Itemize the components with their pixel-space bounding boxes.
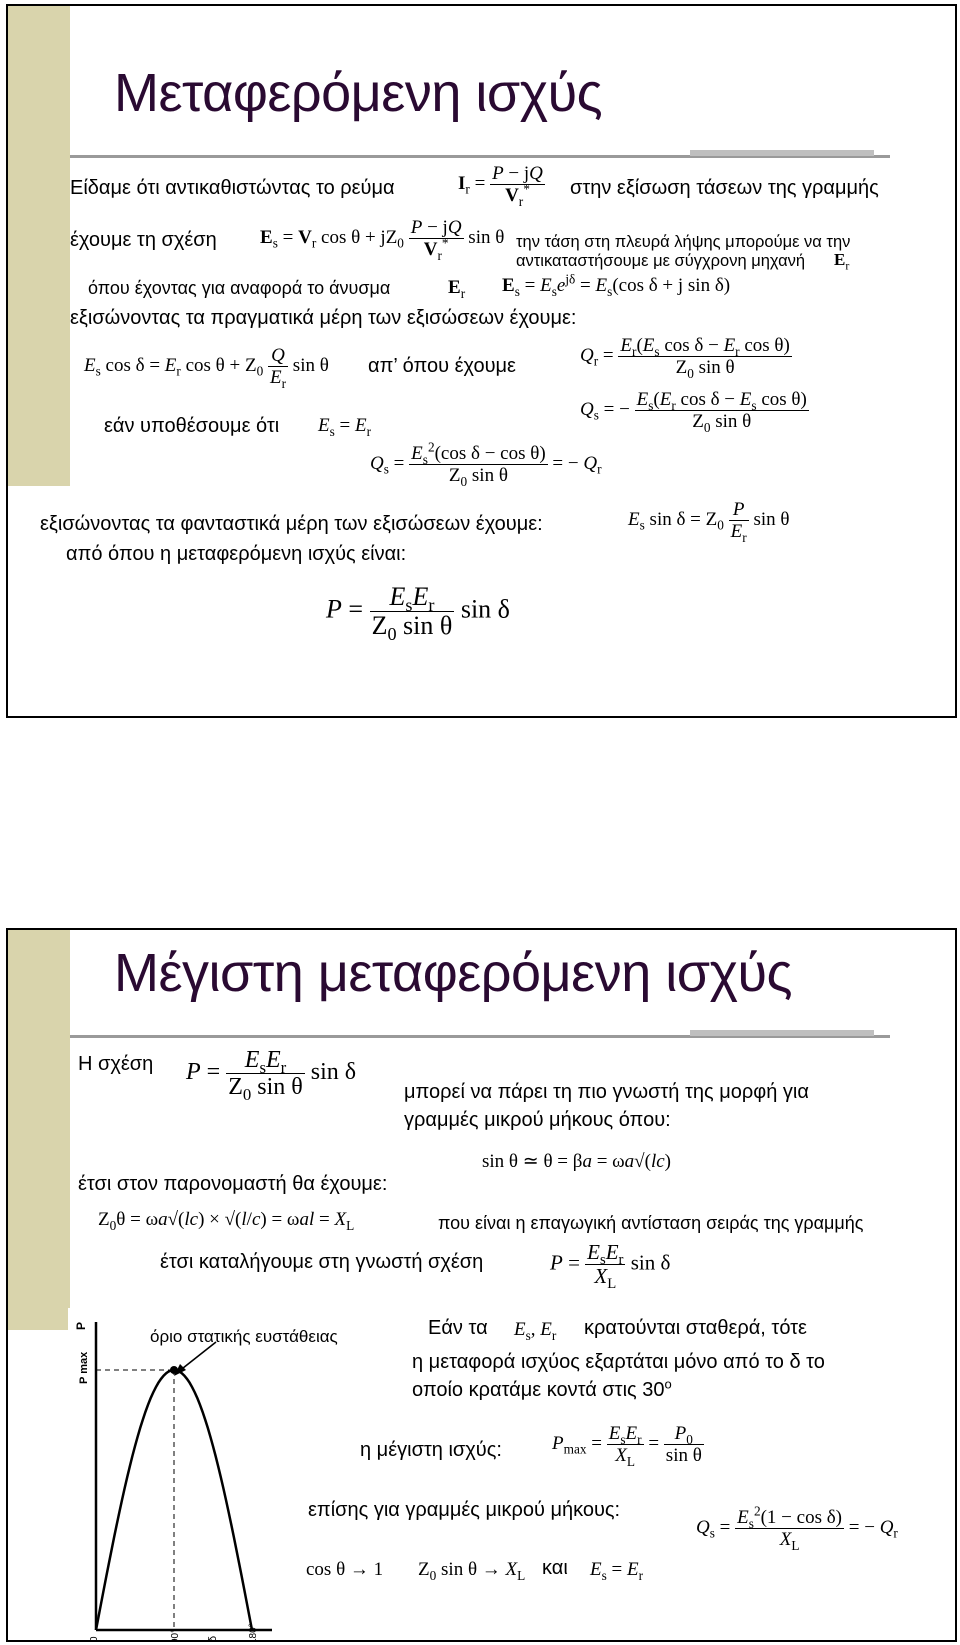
line-transmitted-power: από όπου η μεταφερόμενη ισχύς είναι: xyxy=(66,543,407,565)
line-known-relation: έτσι καταλήγουμε στη γνωστή σχέση xyxy=(160,1251,484,1273)
line-reference-phasor: όπου έχοντας για αναφορά το άνυσμα xyxy=(88,278,391,298)
title-rule-accent xyxy=(690,150,874,156)
equation-known-power: P = $\frac{E_sE_r}{X_L}$ sin δ xyxy=(550,1240,671,1293)
line-and: και xyxy=(542,1557,568,1579)
line-denominator: έτσι στον παρονομαστή θα έχουμε: xyxy=(78,1173,388,1195)
equation-Es-polar: $E_s = E_se^{j\delta} = E_s(\cos$ δ + j sin δ) xyxy=(502,271,731,299)
line-relation: Η σχέση xyxy=(78,1053,154,1075)
equation-sending-voltage: $E_s = V_r$ $\cos \theta + jZ_0$ $\frac{P - jQ}{V_r^*}$ sin θ xyxy=(260,217,505,263)
line-depends-on-delta-1: η μεταφορά ισχύος εξαρτάται μόνο από το δ το xyxy=(412,1351,825,1373)
equation-real-part: $E_s$ $\cos \delta = E_r$ $\cos \theta + Z_0$ $\frac{Q}{E_r}$ sin θ xyxy=(84,345,329,391)
graph-y-label: P xyxy=(74,1321,88,1330)
graph-tick-0: 0 xyxy=(89,1636,100,1642)
degree-sign: o xyxy=(664,1376,672,1392)
title-rule-accent xyxy=(690,1030,874,1036)
note-receiving-voltage-1: την τάση στη πλευρά λήψης μπορούμε να την xyxy=(516,233,851,251)
graph-pmax-label: P max xyxy=(78,1351,90,1384)
equation-sin-approx: sin θ ≃ θ = βa = ωa√(lc) xyxy=(482,1151,671,1172)
slide-title: Μέγιστη μεταφερόμενη ισχύς xyxy=(114,943,793,1003)
line-if-constant-b: κρατούνται σταθερά, τότε xyxy=(584,1317,807,1339)
graph-tick-180: 180° xyxy=(248,1623,259,1644)
equation-reactance: $Z_0\theta = \omega a√(lc) \times √(l/c) = \omega al = X_L$ xyxy=(98,1209,355,1233)
slide-maximum-power xyxy=(6,928,957,1642)
label-static-stability-limit: όριο στατικής ευστάθειας xyxy=(150,1327,338,1346)
note-receiving-voltage-2: αντικαταστήσουμε με σύγχρονη μηχανή xyxy=(516,252,806,270)
depends-text: οποίο κρατάμε κοντά στις 30 xyxy=(412,1379,665,1401)
symbols-Es-Er: $E_s$, $E_r$ xyxy=(514,1319,557,1343)
slide-title: Μεταφερόμενη ισχύς xyxy=(114,63,603,123)
line-short-line-form-2: γραμμές μικρού μήκους όπου: xyxy=(404,1109,671,1131)
line-assumption: εάν υποθέσουμε ότι xyxy=(104,415,280,437)
symbol-Er: $E_r$ xyxy=(834,250,850,273)
line-depends-on-delta-2 xyxy=(412,1376,672,1401)
line-if-constant-a: Εάν τα xyxy=(428,1317,488,1339)
equation-Es-Er-equal: $E_s = E_r$ xyxy=(590,1559,644,1583)
equation-current: $I_r$ = $\frac{P - jQ}{V_r^*}$ xyxy=(458,163,543,209)
equation-Qs-equal: $Q_s$ = $\frac{E_s^2(\cos \delta - \cos \theta)}{Z_0 \sin \theta}$ = − $Q_r$ xyxy=(370,439,602,489)
equation-Qs-short: $Q_s$ = $\frac{E_s^2(1 - \cos \delta)}{X_L}$ = − $Q_r$ xyxy=(696,1503,898,1553)
slide-transmitted-power xyxy=(6,4,957,718)
equation-imag-part: $E_s$ $\sin \delta = Z_0$ $\frac{P}{E_r}$ sin θ xyxy=(628,499,790,545)
line-imag-parts: εξισώνοντας τα φανταστικά μέρη των εξισώσεων έχουμε: xyxy=(40,513,543,535)
line-maximum-power: η μέγιστη ισχύς: xyxy=(360,1439,502,1461)
line-current-outro: στην εξίσωση τάσεων της γραμμής xyxy=(570,177,879,199)
equation-Qr: $Q_r$ = $\frac{E_r(E_s \cos \delta - E_r \cos \theta)}{Z_0 \sin \theta}$ xyxy=(580,335,790,381)
equation-cos-limit: cos θ → 1 xyxy=(306,1559,384,1580)
equation-z-limit: $Z_0$ $\sin \theta \to X_L$ xyxy=(418,1559,526,1583)
graph-tick-delta: δ xyxy=(207,1635,219,1642)
line-current-intro: Είδαμε ότι αντικαθιστώντας το ρεύμα xyxy=(70,177,395,199)
equation-power-relation: P = $\frac{E_sE_r}{Z_0 \sin \theta}$ sin δ xyxy=(186,1047,357,1104)
equation-transmitted-power: P = $\frac{E_sE_r}{Z_0 \sin \theta}$ sin δ xyxy=(326,582,510,645)
equation-pmax: $P_{max}$ = $\frac{E_sE_r}{X_L}$ = $\frac{P_0}{\text{sin θ}}$ xyxy=(552,1423,702,1469)
line-short-line-form-1: μπορεί να πάρει τη πιο γνωστή της μορφή για xyxy=(404,1081,809,1103)
graph-tick-90: 90° xyxy=(170,1628,181,1644)
line-series-reactance: που είναι η επαγωγική αντίσταση σειράς της γραμμής xyxy=(438,1213,864,1233)
line-also-short-lines: επίσης για γραμμές μικρού μήκους: xyxy=(308,1499,621,1521)
line-relation: έχουμε τη σχέση xyxy=(70,229,217,251)
slide-accent-band xyxy=(8,930,70,1330)
slide-accent-band xyxy=(8,6,70,486)
equation-Qs: $Q_s$ = − $\frac{E_s(E_r \cos \delta - E_s \cos \theta)}{Z_0 \sin \theta}$ xyxy=(580,389,807,435)
symbol-Er-ref: $E_r$ xyxy=(448,277,466,301)
line-whence: απ’ όπου έχουμε xyxy=(368,355,516,377)
equation-Es-equals-Er: $E_s = E_r$ xyxy=(318,415,372,439)
line-real-parts: εξισώνοντας τα πραγματικά μέρη των εξισώσεων έχουμε: xyxy=(70,307,577,329)
